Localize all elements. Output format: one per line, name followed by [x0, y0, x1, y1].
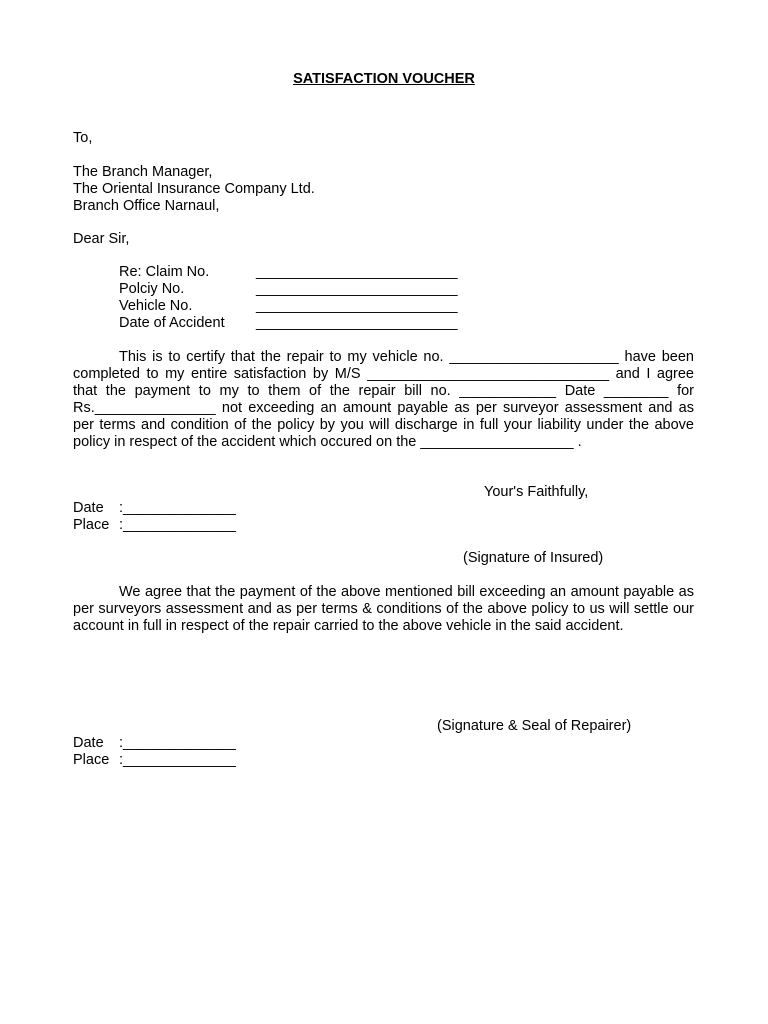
greeting: Dear Sir, [73, 231, 130, 247]
claim-no-blank[interactable]: _________________________ [256, 264, 458, 280]
policy-no-blank[interactable]: _________________________ [256, 281, 458, 297]
insured-place-blank[interactable]: :______________ [119, 517, 236, 533]
insured-place-row [73, 517, 236, 534]
vehicle-no-row [119, 298, 458, 315]
repairer-date-place [73, 735, 236, 769]
accident-date-blank[interactable]: _________________________ [256, 315, 458, 331]
reference-fields [119, 264, 458, 332]
vehicle-no-blank[interactable]: _________________________ [256, 298, 458, 314]
insured-signature-label: (Signature of Insured) [463, 550, 604, 566]
repairer-date-blank[interactable]: :______________ [119, 735, 236, 751]
address-line-3: Branch Office Narnaul, [73, 198, 220, 214]
repairer-place-label: Place [73, 752, 110, 768]
repairer-date-label: Date [73, 735, 104, 751]
insured-date-row [73, 500, 236, 517]
repairer-place-row [73, 752, 236, 769]
accident-date-label: Date of Accident [119, 315, 225, 331]
policy-no-row [119, 281, 458, 298]
insured-date-blank[interactable]: :______________ [119, 500, 236, 516]
vehicle-no-label: Vehicle No. [119, 298, 193, 314]
repairer-place-blank[interactable]: :______________ [119, 752, 236, 768]
agree-paragraph: We agree that the payment of the above mentioned bill exceeding an amount payable as per surveyors assessment and as per terms & conditions of the above policy to us will settle our account in full in respect of the repair carried to the above vehicle in the said accident. [73, 584, 694, 634]
claim-no-label: Re: Claim No. [119, 264, 210, 280]
salutation-to: To, [73, 130, 93, 146]
address-line-2: The Oriental Insurance Company Ltd. [73, 181, 315, 197]
insured-date-place [73, 500, 236, 534]
insured-date-label: Date [73, 500, 104, 516]
repairer-date-row [73, 735, 236, 752]
address-line-1: The Branch Manager, [73, 164, 213, 180]
insured-place-label: Place [73, 517, 110, 533]
repairer-signature-label: (Signature & Seal of Repairer) [437, 718, 632, 734]
policy-no-label: Polciy No. [119, 281, 185, 297]
certify-paragraph: This is to certify that the repair to my vehicle no. _____________________ have been completed to my entire satisfaction by M/S ______________________________ and I agree that the payment to my to them of the repair bill no. ____________ Date ________ for Rs._______________ not exceeding an amount payable as per surveyor assessment and as per terms and condition of the policy by you will discharge in full your liability under the above policy in respect of the accident which occured on the ___________________ . [73, 349, 694, 450]
accident-date-row [119, 315, 458, 332]
claim-no-row [119, 264, 458, 281]
document-title: SATISFACTION VOUCHER [293, 71, 475, 87]
closing-text: Your's Faithfully, [484, 484, 589, 500]
